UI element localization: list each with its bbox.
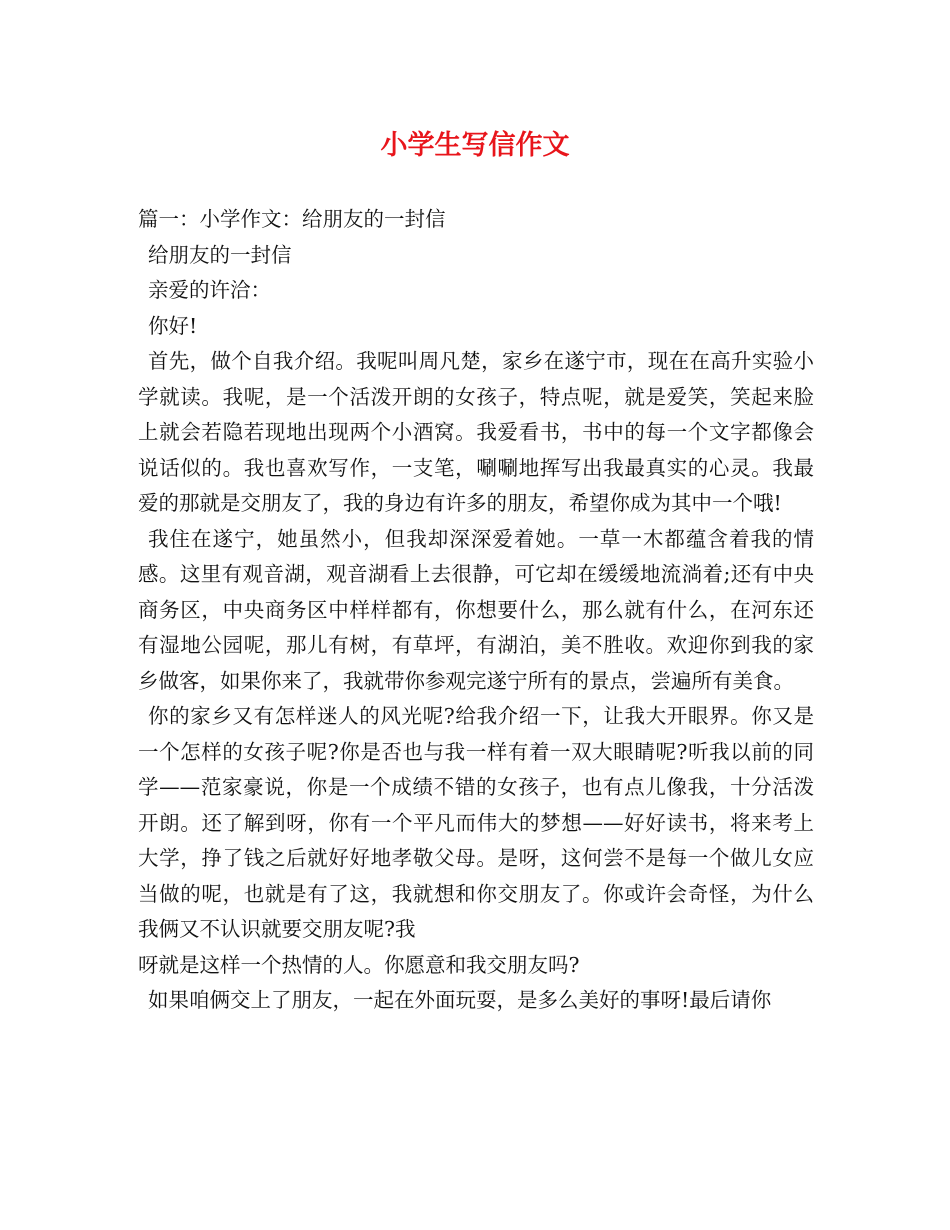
paragraph-closing: 如果咱俩交上了朋友，一起在外面玩耍，是多么美好的事呀!最后请你 xyxy=(148,988,772,1012)
letter-greeting: 你好! xyxy=(148,313,198,338)
paragraph-questions: 你的家乡又有怎样迷人的风光呢?给我介绍一下，让我大开眼界。你又是一个怎样的女孩子呢?你是否也与我一样有着一双大眼睛呢?听我以前的同学——范家豪说，你是一个成绩不错的女孩子，也有点儿像我，十分活泼开朗。还了解到呀，你有一个平凡而伟大的梦想——好好读书，将来考上大学，挣了钱之后就好好地孝敬父母。是呀，这何尝不是每一个做儿女应当做的呢，也就是有了这，我就想和你交朋友了。你或许会奇怪，为什么我俩又不认识就要交朋友呢?我 xyxy=(138,704,814,941)
letter-salutation: 亲爱的许洽： xyxy=(148,278,271,302)
paragraph-continuation: 呀就是这样一个热情的人。你愿意和我交朋友吗? xyxy=(138,952,580,977)
page-title: 小学生写信作文 xyxy=(380,130,570,161)
paragraph-hometown: 我住在遂宁，她虽然小，但我却深深爱着她。一草一木都蕴含着我的情感。这里有观音湖，观音湖看上去很静，可它却在缓缓地流淌着;还有中央商务区，中央商务区中样样都有，你想要什么，那么就有什么，在河东还有湿地公园呢，那儿有树，有草坪，有湖泊，美不胜收。欢迎你到我的家乡做客，如果你来了，我就带你参观完遂宁所有的景点，尝遍所有美食。 xyxy=(138,526,814,693)
section-heading: 篇一：小学作文：给朋友的一封信 xyxy=(138,207,446,231)
paragraph-introduction: 首先，做个自我介绍。我呢叫周凡楚，家乡在遂宁市，现在在高升实验小学就读。我呢，是一个活泼开朗的女孩子，特点呢，就是爱笑，笑起来脸上就会若隐若现地出现两个小酒窝。我爱看书，书中的每一个文字都像会说话似的。我也喜欢写作，一支笔，唰唰地挥写出我最真实的心灵。我最爱的那就是交朋友了，我的身边有许多的朋友，希望你成为其中一个哦! xyxy=(138,349,814,515)
letter-body xyxy=(138,202,814,1019)
letter-title: 给朋友的一封信 xyxy=(148,242,292,267)
